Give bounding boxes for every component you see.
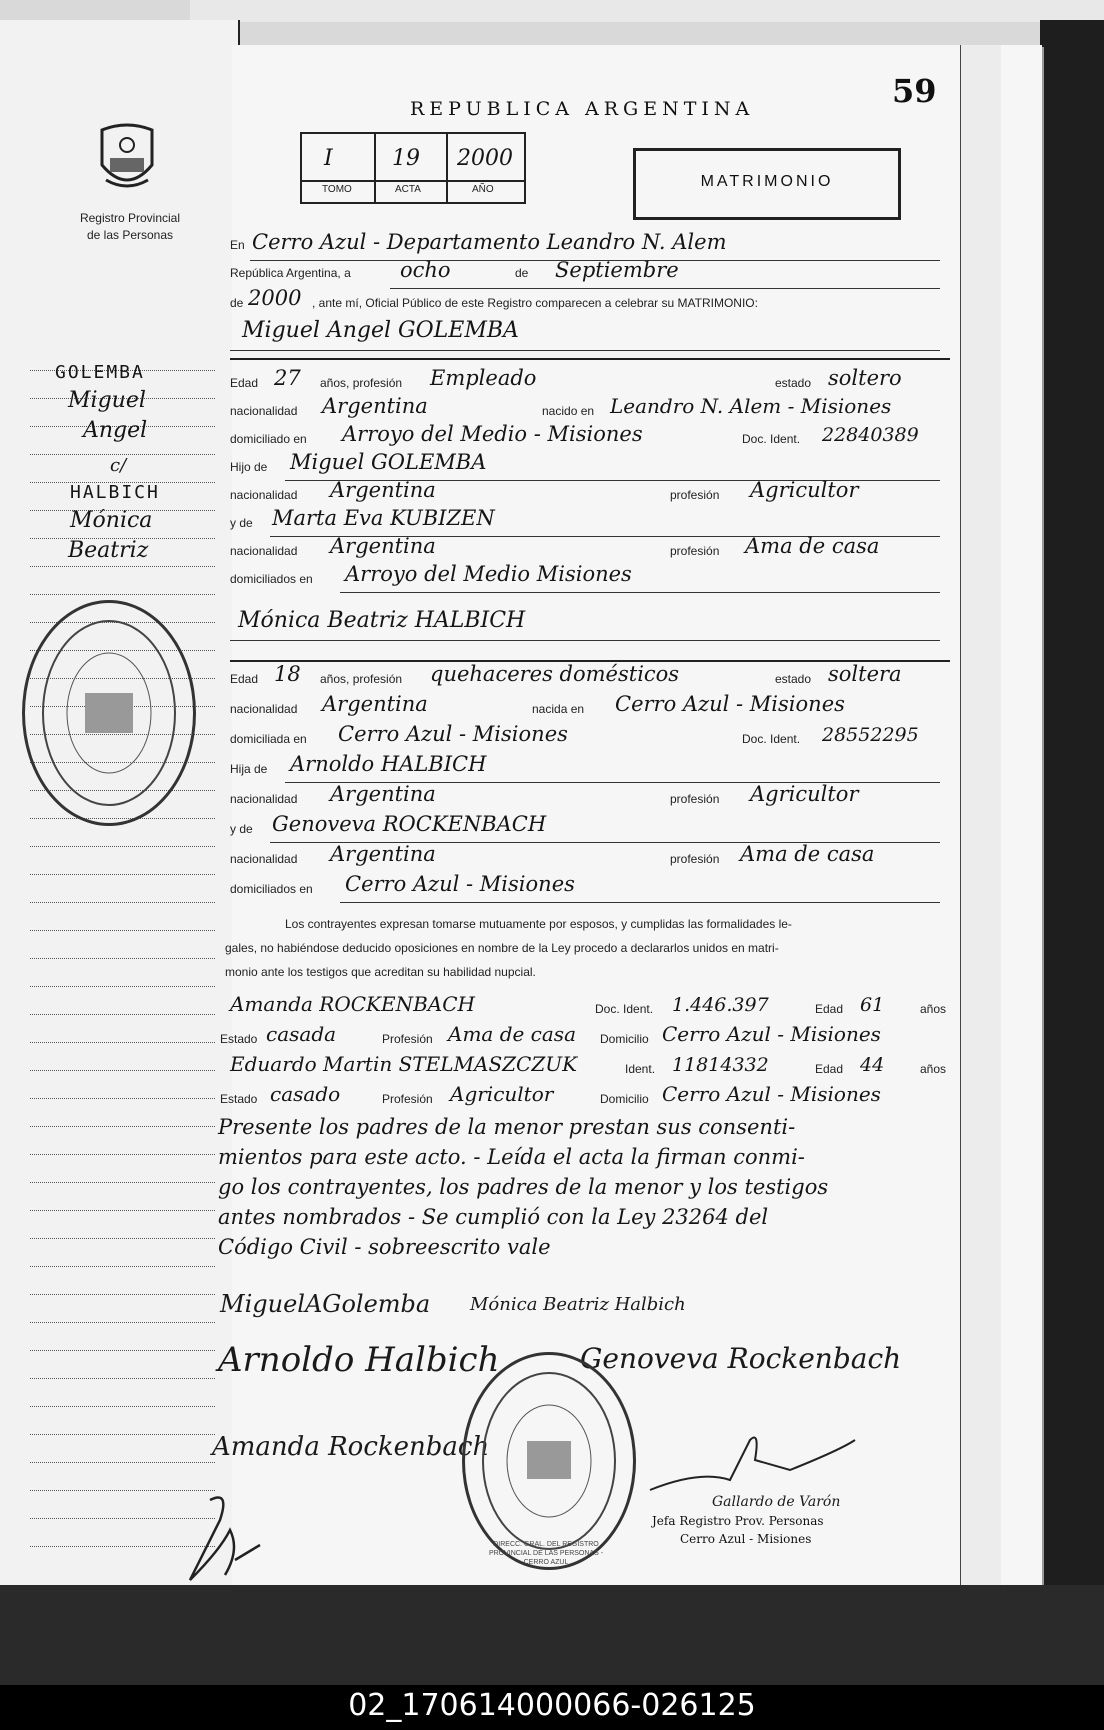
tomo-acta-box [300, 132, 526, 204]
witness2-details-row [220, 1082, 950, 1112]
tomo-value: I [324, 146, 333, 171]
signature-father: Arnoldo Halbich [218, 1340, 500, 1380]
dom-label: domiciliado en [230, 432, 307, 446]
margin-rule-line [30, 1014, 215, 1015]
intro-text: , ante mí, Oficial Público de este Registro comparecen a celebrar su MATRIMONIO: [312, 296, 758, 310]
year-row [230, 286, 950, 316]
declaration-line3: monio ante los testigos que acreditan su habilidad nupcial. [225, 965, 536, 979]
edad-label: Edad [230, 672, 259, 686]
coat-of-arms-icon [92, 120, 162, 196]
page-edge [960, 45, 1001, 1595]
file-id: 02_170614000066-026125 [348, 1688, 756, 1723]
edad-label: Edad [815, 1002, 844, 1016]
registry-line2: de las Personas [86, 228, 174, 242]
bride-address: Cerro Azul - Misiones [338, 722, 568, 746]
margin-rule-line [30, 1182, 215, 1183]
acta-label: ACTA [395, 184, 421, 195]
witness1-doc: 1.446.397 [672, 994, 769, 1016]
declaration [225, 912, 945, 984]
stamp-text: DIRECC. GRAL. DEL REGISTRO PROVINCIAL DE LAS PERSONAS - CERRO AZUL [488, 1541, 604, 1566]
bride-age: 18 [274, 662, 301, 686]
nac-label: nacionalidad [230, 702, 298, 716]
official-name: Gallardo de Varón [712, 1494, 841, 1510]
witness2-profession: Agricultor [450, 1082, 554, 1106]
margin-rule-line [30, 1238, 215, 1239]
hijo-label: Hijo de [230, 460, 268, 474]
margin-rule-line [30, 1378, 215, 1379]
groom-separator [230, 358, 950, 360]
margin-rule-line [30, 1210, 215, 1211]
witness2-row [230, 1052, 950, 1082]
anio-label: AÑO [472, 184, 494, 195]
de-label: de [515, 266, 529, 280]
groom-age: 27 [274, 366, 301, 390]
month-value: Septiembre [555, 258, 679, 282]
margin-surname-bride: HALBICH [70, 482, 160, 503]
groom-father: Miguel GOLEMBA [290, 450, 487, 474]
anios-label: años [920, 1002, 947, 1016]
official-place: Cerro Azul - Misiones [680, 1532, 812, 1546]
scribble-signature [180, 1490, 270, 1590]
groom-nationality: Argentina [322, 394, 428, 418]
bride-parents-address: Cerro Azul - Misiones [345, 872, 575, 896]
prof-label: profesión [670, 792, 720, 806]
groom-name: Miguel Angel GOLEMBA [242, 318, 519, 343]
doc-label: Doc. Ident. [742, 732, 801, 746]
estado-label: Estado [220, 1092, 258, 1106]
acta-value: 19 [392, 146, 420, 171]
groom-mother-row [230, 506, 950, 536]
doc-label: Ident. [625, 1062, 656, 1076]
margin-rule-line [30, 1266, 215, 1267]
observation-line1: Presente los padres de la menor prestan sus consenti- [218, 1115, 796, 1139]
witness2-name: Eduardo Martin STELMASZCZUK [230, 1052, 578, 1076]
doms-label: domiciliados en [230, 882, 313, 896]
margin-rule-line [30, 1294, 215, 1295]
groom-mother-profession: Ama de casa [745, 534, 880, 558]
bride-mother-nat-row [230, 842, 950, 872]
margin-rule-line [30, 1406, 215, 1407]
bride-mother: Genoveva ROCKENBACH [272, 812, 547, 836]
margin-firstname-groom: Miguel [68, 388, 146, 413]
official-stamp-bottom [462, 1352, 636, 1570]
book-cover [1040, 20, 1104, 1610]
observation-line3: go los contrayentes, los padres de la menor y los testigos [218, 1175, 829, 1199]
date-row [230, 258, 950, 288]
signature-witness: Amanda Rockenbach [212, 1432, 490, 1462]
domicilio-label: Domicilio [600, 1032, 649, 1046]
signature-groom: MiguelAGolemba [220, 1290, 431, 1318]
margin-rule-line [30, 1434, 215, 1435]
margin-middlename-groom: Angel [83, 418, 148, 443]
bride-mother-row [230, 812, 950, 842]
page-number: 59 [892, 72, 937, 110]
margin-rule-line [30, 1098, 215, 1099]
groom-doc: 22840389 [822, 424, 919, 446]
record-type: MATRIMONIO [700, 173, 834, 190]
top-strip [190, 0, 1104, 22]
bride-father-nat-row [230, 782, 950, 812]
margin-rule-line [30, 930, 215, 931]
place-row [230, 230, 950, 260]
margin-rule-line [30, 566, 215, 567]
groom-name-row [230, 318, 950, 348]
bride-name: Mónica Beatriz HALBICH [238, 608, 526, 633]
place-value: Cerro Azul - Departamento Leandro N. Alem [252, 230, 727, 254]
margin-rule-line [30, 958, 215, 959]
witness1-age: 61 [860, 994, 885, 1016]
anios-prof-label: años, profesión [320, 672, 403, 686]
prof-label: profesión [670, 488, 720, 502]
edad-label: Edad [230, 376, 259, 390]
bride-birthplace: Cerro Azul - Misiones [615, 692, 845, 716]
groom-mother-nationality: Argentina [330, 534, 436, 558]
estado-label: estado [775, 672, 812, 686]
bride-father: Arnoldo HALBICH [290, 752, 487, 776]
nacido-label: nacido en [542, 404, 595, 418]
margin-rule-line [30, 1126, 215, 1127]
groom-parents-address: Arroyo del Medio Misiones [345, 562, 632, 586]
year-value: 2000 [248, 286, 302, 310]
nac-label: nacionalidad [230, 544, 298, 558]
nac-label: nacionalidad [230, 404, 298, 418]
groom-nat-row [230, 394, 950, 424]
groom-age-row [230, 366, 950, 396]
groom-profession: Empleado [430, 366, 537, 390]
domicilio-label: Domicilio [600, 1092, 649, 1106]
republica-label: República Argentina, a [230, 266, 351, 280]
groom-parents-dom-row [230, 562, 950, 592]
day-value: ocho [400, 258, 451, 282]
bride-mother-profession: Ama de casa [740, 842, 875, 866]
witness2-address: Cerro Azul - Misiones [662, 1082, 881, 1106]
bride-doc: 28552295 [822, 724, 919, 746]
groom-father-nat-row [230, 478, 950, 508]
margin-rule-line [30, 1042, 215, 1043]
bride-profession: quehaceres domésticos [430, 662, 680, 686]
declaration-line1: Los contrayentes expresan tomarse mutuamente por esposos, y cumplidas las formalidades le- [285, 917, 792, 931]
witness1-profession: Ama de casa [448, 1022, 576, 1046]
witness1-name: Amanda ROCKENBACH [230, 992, 475, 1016]
anios-label: años [920, 1062, 947, 1076]
prof-label: Profesión [382, 1032, 433, 1046]
witness1-address: Cerro Azul - Misiones [662, 1022, 881, 1046]
declaration-line2: gales, no habiéndose deducido oposiciones en nombre de la Ley procedo a declararlos unidos en matri- [225, 941, 779, 955]
groom-mother-nat-row [230, 534, 950, 564]
margin-surname-groom: GOLEMBA [55, 362, 145, 383]
groom-father-row [230, 450, 950, 480]
groom-dom-row [230, 422, 950, 452]
margin-rule-line [30, 1322, 215, 1323]
hija-label: Hija de [230, 762, 268, 776]
bride-parents-dom-row [230, 872, 950, 902]
groom-father-nationality: Argentina [330, 478, 436, 502]
official-stamp-left [22, 600, 196, 826]
groom-status: soltero [828, 366, 902, 390]
margin-rule-line [30, 902, 215, 903]
registry-label [50, 210, 210, 244]
margin-middlename-bride: Beatriz [68, 538, 149, 563]
witness2-status: casado [270, 1082, 341, 1106]
en-label: En [230, 238, 245, 252]
scan-bottom-area [0, 1585, 1104, 1685]
margin-firstname-bride: Mónica [70, 508, 153, 533]
nacida-label: nacida en [532, 702, 585, 716]
bride-nationality: Argentina [322, 692, 428, 716]
witness1-row [230, 992, 950, 1022]
margin-rule-line [30, 1154, 215, 1155]
signature-bride: Mónica Beatriz Halbich [470, 1294, 686, 1315]
doc-label: Doc. Ident. [742, 432, 801, 446]
estado-label: Estado [220, 1032, 258, 1046]
margin-rule-line [30, 846, 215, 847]
doms-label: domiciliados en [230, 572, 313, 586]
country-title: REPUBLICA ARGENTINA [410, 98, 755, 120]
margin-rule-line [30, 986, 215, 987]
margin-conj: c/ [110, 455, 127, 476]
nac-label: nacionalidad [230, 488, 298, 502]
bride-age-row [230, 662, 950, 692]
record-type-box [633, 148, 901, 220]
observation-line2: mientos para este acto. - Leída el acta la firman conmi- [218, 1145, 805, 1169]
witness1-details-row [220, 1022, 950, 1052]
official-signature-mark [640, 1430, 860, 1500]
edad-label: Edad [815, 1062, 844, 1076]
dom-label: domiciliada en [230, 732, 307, 746]
observation-line5: Código Civil - sobreescrito vale [218, 1235, 551, 1259]
observations [218, 1112, 958, 1262]
anio-value: 2000 [457, 146, 513, 171]
bride-father-nationality: Argentina [330, 782, 436, 806]
nac-label: nacionalidad [230, 852, 298, 866]
margin-rule-line [30, 1350, 215, 1351]
prof-label: profesión [670, 852, 720, 866]
yde-label: y de [230, 516, 253, 530]
prof-label: profesión [670, 544, 720, 558]
observation-line4: antes nombrados - Se cumplió con la Ley 23264 del [218, 1205, 769, 1229]
bride-mother-nationality: Argentina [330, 842, 436, 866]
yde-label: y de [230, 822, 253, 836]
witness1-status: casada [266, 1022, 337, 1046]
doc-label: Doc. Ident. [595, 1002, 654, 1016]
bride-father-row [230, 752, 950, 782]
groom-birthplace: Leandro N. Alem - Misiones [610, 394, 892, 418]
registry-line1: Registro Provincial [79, 211, 181, 225]
bride-name-row [230, 608, 950, 638]
witness2-doc: 11814332 [672, 1054, 769, 1076]
prof-label: Profesión [382, 1092, 433, 1106]
official-title: Jefa Registro Prov. Personas [652, 1514, 824, 1528]
groom-mother: Marta Eva KUBIZEN [272, 506, 495, 530]
bride-status: soltera [828, 662, 902, 686]
groom-father-profession: Agricultor [750, 478, 859, 502]
tomo-label: TOMO [322, 184, 352, 195]
bride-dom-row [230, 722, 950, 752]
nac-label: nacionalidad [230, 792, 298, 806]
margin-rule-line [30, 874, 215, 875]
bride-nat-row [230, 692, 950, 722]
signature-mother: Genoveva Rockenbach [580, 1342, 902, 1375]
groom-address: Arroyo del Medio - Misiones [342, 422, 643, 446]
estado-label: estado [775, 376, 812, 390]
witness2-age: 44 [860, 1054, 885, 1076]
margin-rule-line [30, 1462, 215, 1463]
margin-rule-line [30, 594, 215, 595]
margin-rule-line [30, 1070, 215, 1071]
anios-prof-label: años, profesión [320, 376, 403, 390]
bride-father-profession: Agricultor [750, 782, 859, 806]
year-prefix: de [230, 296, 244, 310]
